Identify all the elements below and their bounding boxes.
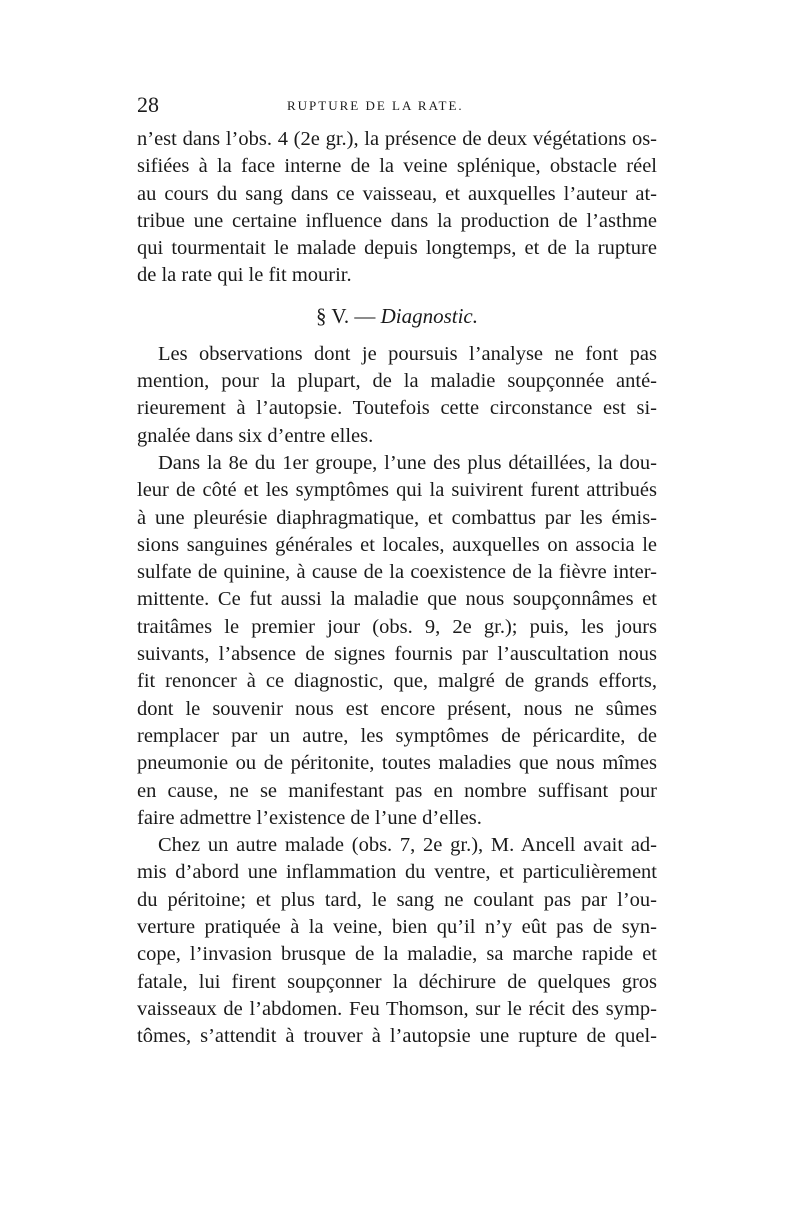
text-line: au cours du sang dans ce vaisseau, et auxquelles l’auteur at- — [137, 182, 657, 205]
text-line: suivants, l’absence de signes fournis par l’auscultation nous — [137, 643, 657, 666]
book-page — [137, 92, 657, 1051]
paragraph-3 — [137, 450, 657, 832]
text-line: Les observations dont je poursuis l’analyse ne font pas — [158, 342, 657, 365]
text-line: leur de côté et les symptômes qui la suivirent furent attribués — [137, 479, 657, 502]
text-line: faire admettre l’existence de l’une d’elles. — [137, 806, 482, 829]
page-header — [137, 92, 657, 122]
paragraph-1 — [137, 126, 657, 290]
text-line: fit renoncer à ce diagnostic, que, malgré de grands efforts, — [137, 670, 657, 693]
text-line: fatale, lui firent soupçonner la déchirure de quelques gros — [137, 970, 657, 993]
text-line: verture pratiquée à la veine, bien qu’il n’y eût pas de syn- — [137, 916, 657, 939]
text-line: en cause, ne se manifestant pas en nombre suffisant pour — [137, 779, 657, 802]
text-line: pneumonie ou de péritonite, toutes maladies que nous mîmes — [137, 752, 657, 775]
text-line: tribue une certaine influence dans la production de l’asthme — [137, 209, 657, 232]
text-line: gnalée dans six d’entre elles. — [137, 424, 374, 447]
text-line: du péritoine; et plus tard, le sang ne coulant pas par l’ou- — [137, 888, 657, 911]
text-line: mention, pour la plupart, de la maladie soupçonnée anté- — [137, 370, 657, 393]
paragraph-4 — [137, 832, 657, 1050]
text-line: remplacer par un autre, les symptômes de péricardite, de — [137, 724, 657, 747]
text-line: cope, l’invasion brusque de la maladie, sa marche rapide et — [137, 943, 657, 966]
paragraph-2 — [137, 341, 657, 450]
text-line: Dans la 8e du 1er groupe, l’une des plus détaillées, la dou- — [158, 451, 657, 474]
text-line: mis d’abord une inflammation du ventre, et particulièrement — [137, 861, 657, 884]
text-line: sions sanguines générales et locales, auxquelles on associa le — [137, 533, 657, 556]
text-line: dont le souvenir nous est encore présent, nous ne sûmes — [137, 697, 657, 720]
text-line: à une pleurésie diaphragmatique, et combattus par les émis- — [137, 506, 657, 529]
text-line: n’est dans l’obs. 4 (2e gr.), la présence de deux végétations os- — [137, 128, 657, 150]
section-title: Diagnostic. — [380, 303, 478, 328]
text-line: traitâmes le premier jour (obs. 9, 2e gr.); puis, les jours — [137, 615, 657, 638]
text-line: mittente. Ce fut aussi la maladie que nous soupçonnâmes et — [137, 588, 657, 611]
text-line: tômes, s’attendit à trouver à l’autopsie une rupture de quel- — [137, 1025, 657, 1048]
text-line: qui tourmentait le malade depuis longtemps, et de la rupture — [137, 237, 657, 260]
text-line: sifiées à la face interne de la veine splénique, obstacle réel — [137, 155, 657, 178]
section-number: § V. — — [315, 303, 376, 328]
text-line: sulfate de quinine, à cause de la coexistence de la fièvre inter- — [137, 561, 657, 584]
text-line: Chez un autre malade (obs. 7, 2e gr.), M. Ancell avait ad- — [158, 834, 657, 857]
text-line: vaisseaux de l’abdomen. Feu Thomson, sur le récit des symp- — [137, 997, 657, 1020]
page-number: 28 — [137, 92, 159, 117]
section-heading — [137, 301, 657, 331]
text-line: rieurement à l’autopsie. Toutefois cette circonstance est si- — [137, 397, 657, 420]
text-line: de la rate qui le fit mourir. — [137, 264, 352, 287]
running-head: RUPTURE DE LA RATE. — [287, 98, 464, 113]
